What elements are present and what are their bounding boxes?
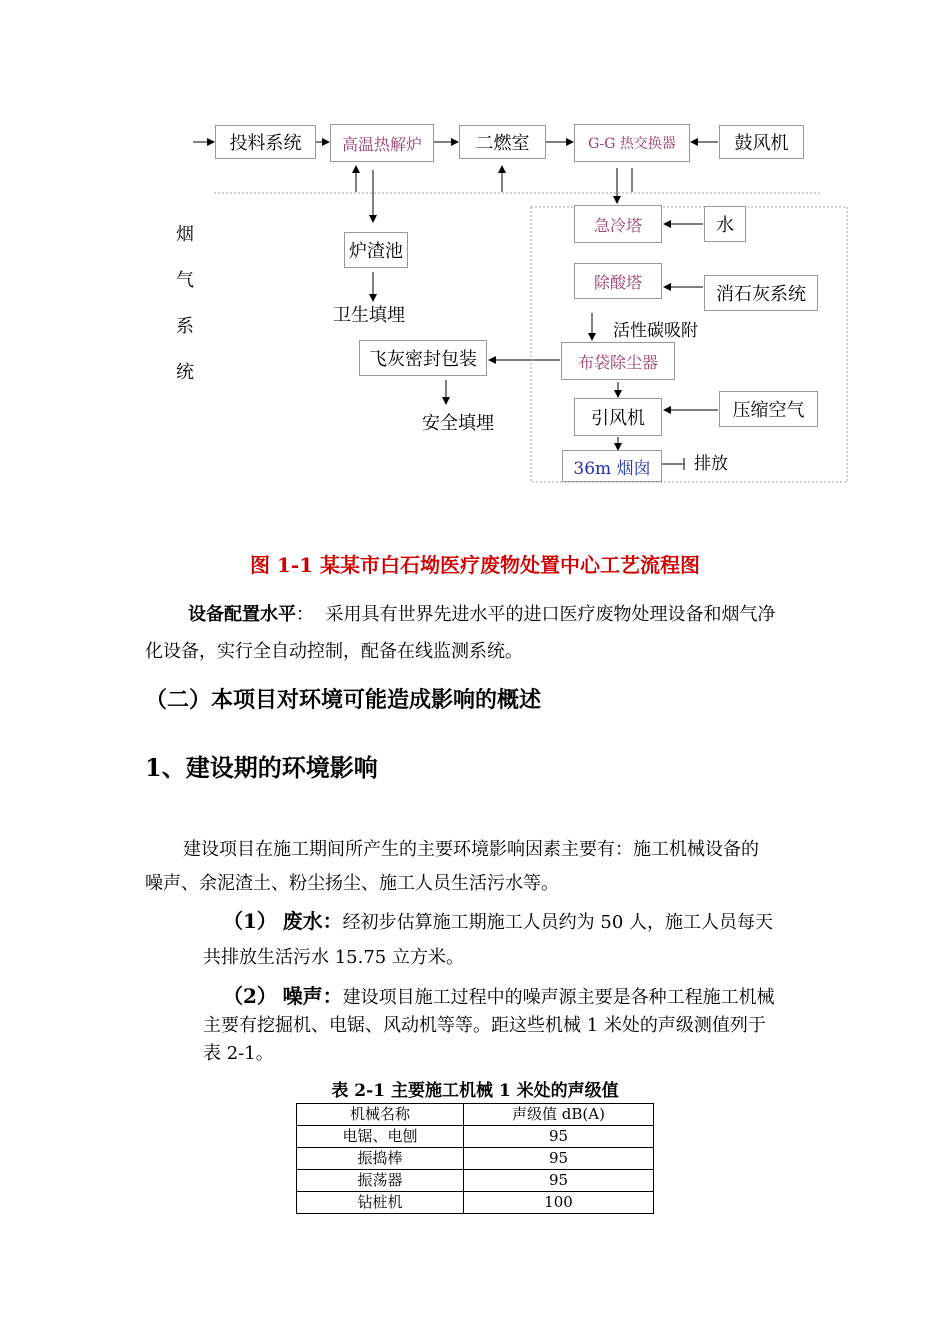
secondary-chamber-box: 二燃室 — [459, 125, 546, 159]
table-row — [297, 1192, 654, 1214]
quench-tower-box: 急冷塔 — [574, 205, 662, 243]
table-cell: 95 — [464, 1148, 654, 1170]
sanitary-landfill-label: 卫生填埋 — [333, 305, 405, 326]
feed-system-box: 投料系统 — [215, 125, 316, 159]
gg-heat-exchanger-box: G-G 热交换器 — [574, 124, 690, 162]
construction-impact-heading: 1、建设期的环境影响 — [145, 753, 378, 782]
equipment-line-1: 设备配置水平： 采用具有世界先进水平的进口医疗废物处理设备和烟气净 — [188, 604, 776, 625]
pyrolysis-furnace-box: 高温热解炉 — [330, 124, 434, 162]
table-cell: 100 — [464, 1192, 654, 1214]
safe-landfill-label: 安全填埋 — [422, 413, 494, 434]
noise-line-2: 主要有挖掘机、电锯、风动机等等。距这些机械 1 米处的声级测值列于 — [203, 1015, 766, 1036]
section-two-heading: （二）本项目对环境可能造成影响的概述 — [145, 687, 542, 713]
lime-system-box: 消石灰系统 — [704, 275, 818, 311]
table-row — [297, 1126, 654, 1148]
noise-level-table — [296, 1103, 654, 1214]
noise-line-3: 表 2-1。 — [203, 1043, 274, 1064]
table-caption: 表 2-1 主要施工机械 1 米处的声级值 — [331, 1081, 619, 1101]
equipment-line-2: 化设备，实行全自动控制，配备在线监测系统。 — [145, 641, 523, 662]
table-cell: 振捣棒 — [297, 1148, 464, 1170]
wastewater-line-1: （1） 废水：经初步估算施工期施工人员约为 50 人，施工人员每天 — [223, 909, 774, 933]
flue-gas-system-label: 烟 气 系 统 — [176, 224, 194, 383]
induced-fan-box: 引风机 — [574, 398, 662, 436]
table-cell: 振荡器 — [297, 1170, 464, 1192]
intro-line-1: 建设项目在施工期间所产生的主要环境影响因素主要有：施工机械设备的 — [183, 839, 759, 860]
table-row — [297, 1170, 654, 1192]
discharge-label: 排放 — [694, 454, 728, 474]
activated-carbon-label: 活性碳吸附 — [613, 321, 698, 341]
figure-caption: 图 1-1 某某市白石坳医疗废物处置中心工艺流程图 — [249, 553, 701, 577]
fly-ash-packaging-box: 飞灰密封包装 — [359, 340, 487, 376]
noise-title: 噪声： — [282, 984, 343, 1008]
intro-line-2: 噪声、余泥渣土、粉尘扬尘、施工人员生活污水等。 — [145, 873, 559, 894]
chimney-box: 36m 烟囱 — [562, 450, 662, 482]
slag-pool-box: 炉渣池 — [344, 232, 408, 268]
deacid-tower-box: 除酸塔 — [574, 263, 662, 299]
blower-box: 鼓风机 — [719, 125, 804, 159]
table-cell: 95 — [464, 1126, 654, 1148]
noise-line-1: （2） 噪声：建设项目施工过程中的噪声源主要是各种工程施工机械 — [223, 984, 775, 1008]
table-cell: 95 — [464, 1170, 654, 1192]
table-cell: 电锯、电刨 — [297, 1126, 464, 1148]
table-header-cell: 机械名称 — [297, 1104, 464, 1126]
table-cell: 钻桩机 — [297, 1192, 464, 1214]
wastewater-line-2: 共排放生活污水 15.75 立方米。 — [203, 947, 464, 968]
compressed-air-box: 压缩空气 — [719, 391, 818, 427]
equipment-label: 设备配置水平 — [188, 604, 296, 625]
table-row — [297, 1148, 654, 1170]
bag-filter-box: 布袋除尘器 — [561, 342, 675, 380]
table-header-cell: 声级值 dB(A) — [464, 1104, 654, 1126]
wastewater-title: 废水： — [282, 909, 343, 933]
table-header-row — [297, 1104, 654, 1126]
water-box: 水 — [704, 206, 746, 242]
